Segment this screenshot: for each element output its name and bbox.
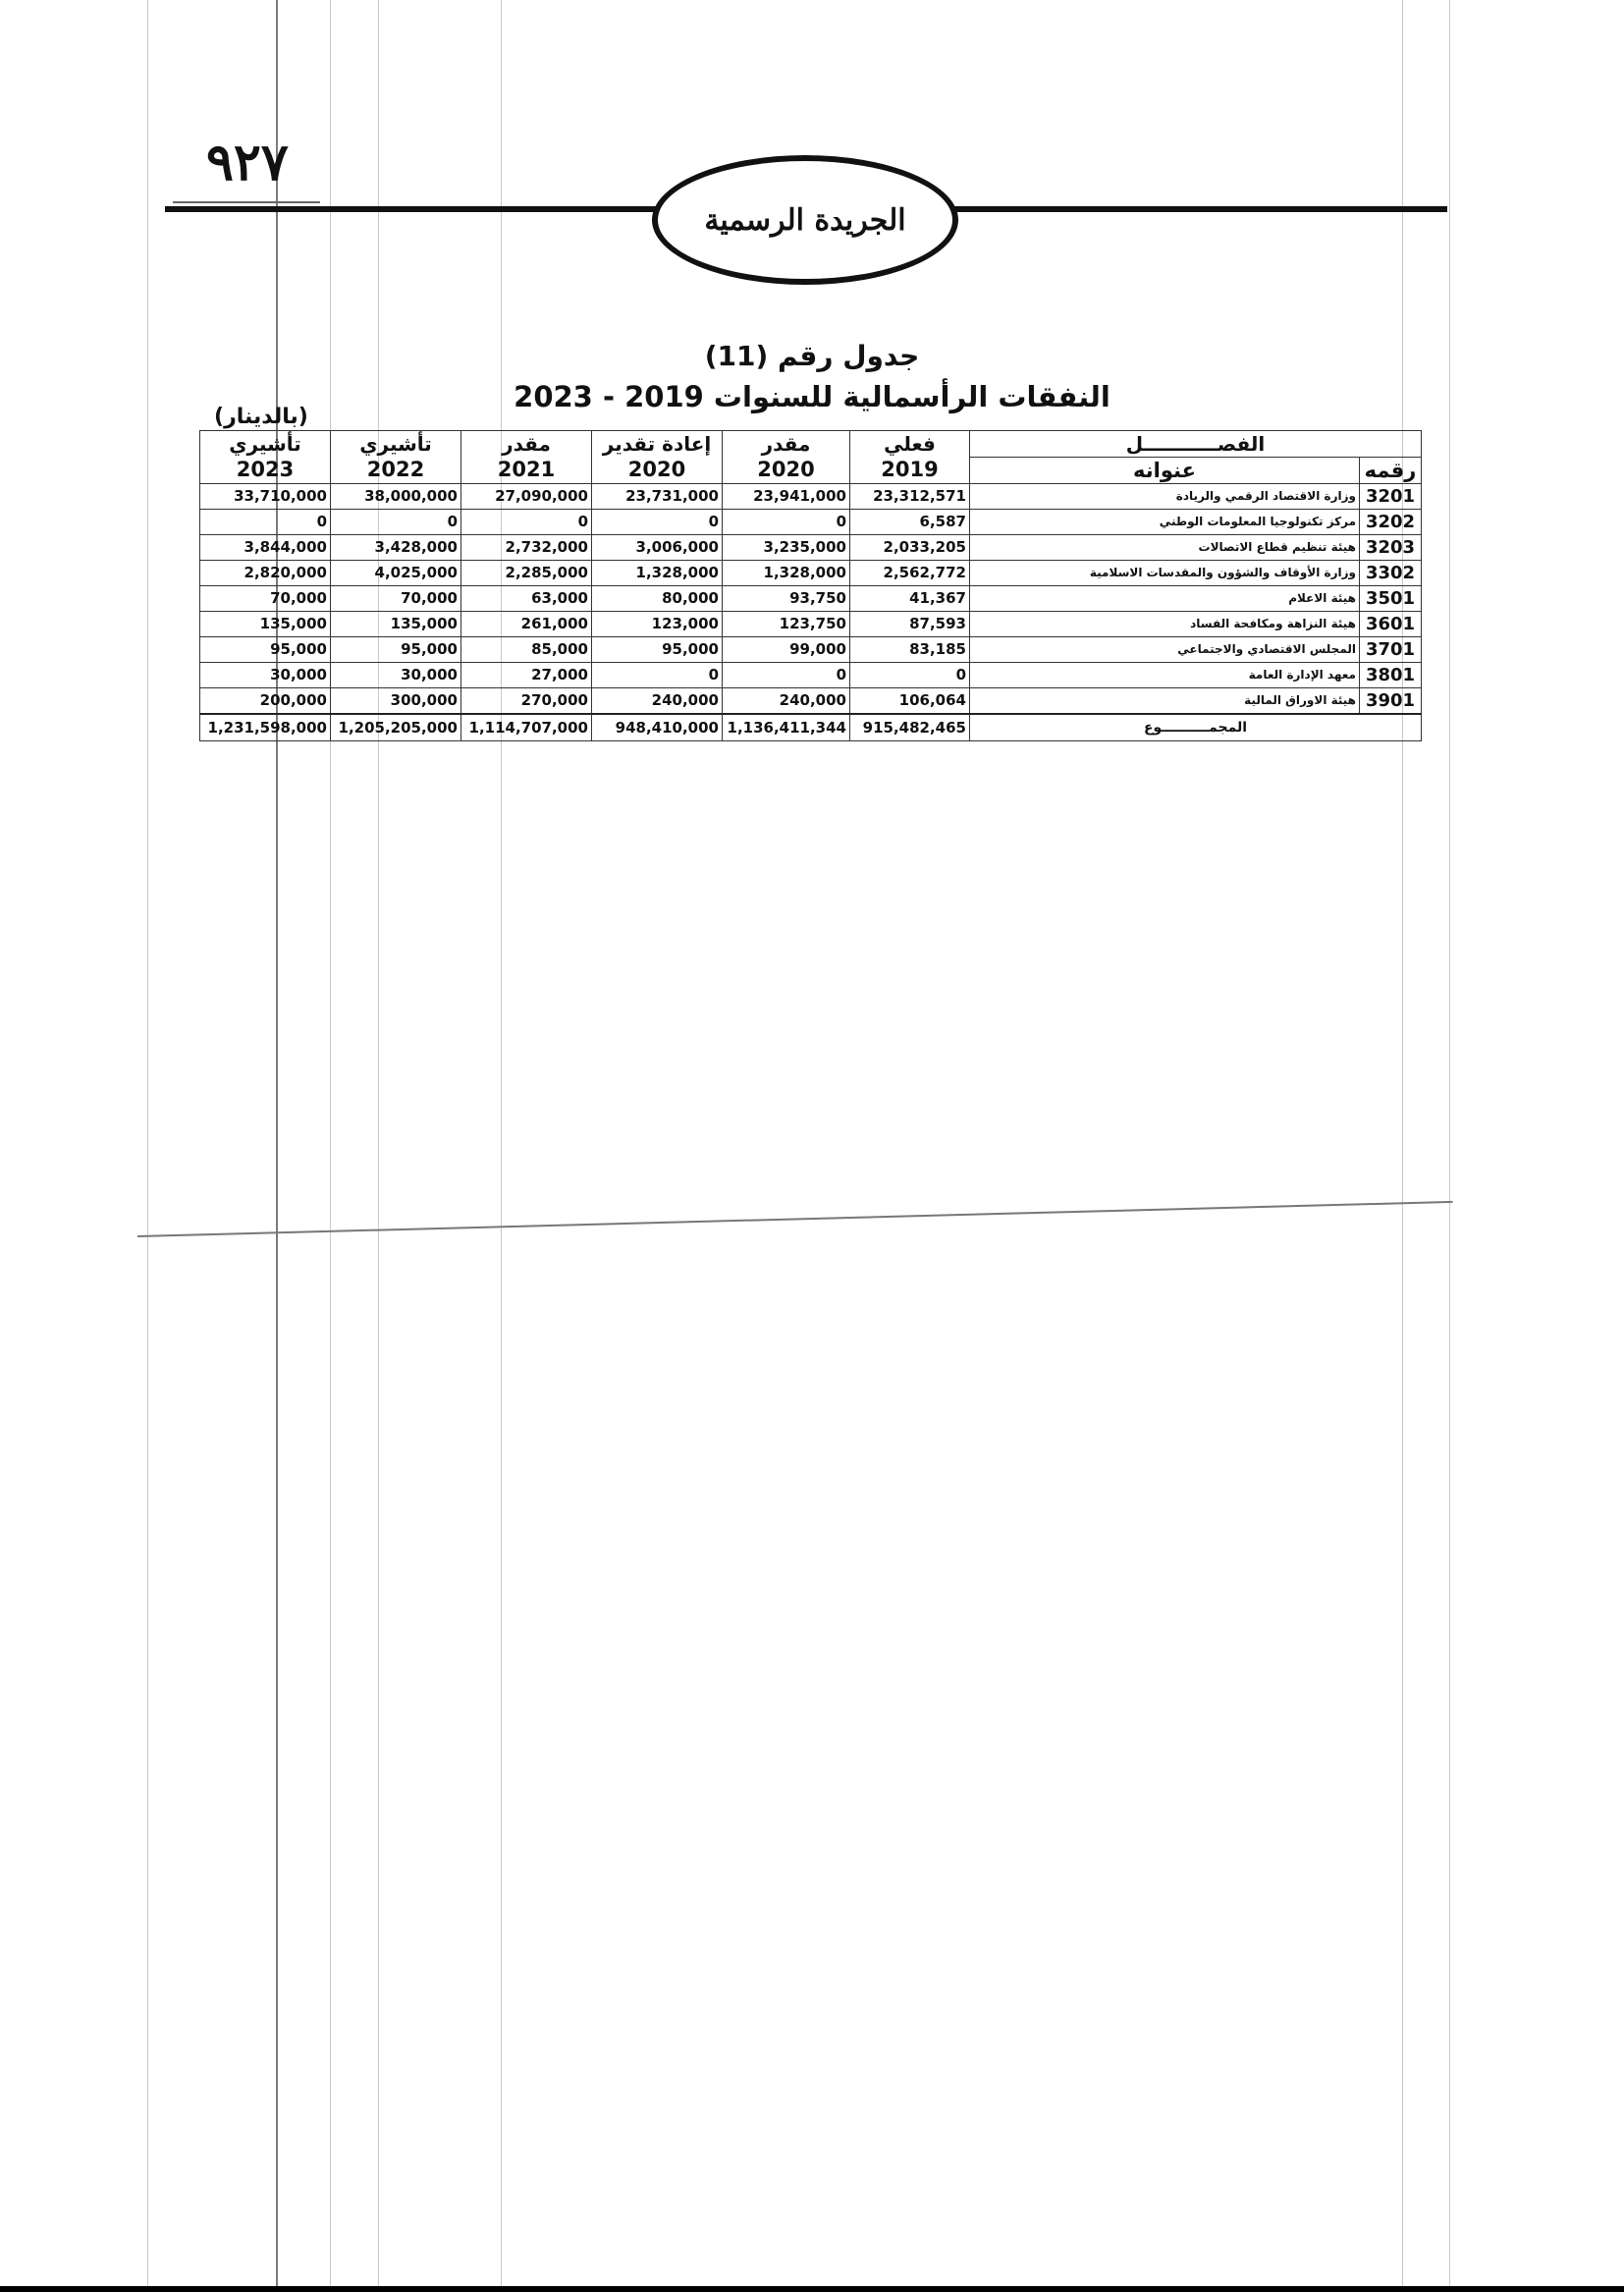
value-2020-reestimate: 240,000 [592,687,723,714]
column-header-2021-type: مقدر [461,431,592,458]
table-row [200,687,1422,714]
value-2020-reestimate: 3,006,000 [592,534,723,560]
table-title: النفقات الرأسمالية للسنوات 2019 - 2023 [514,380,1110,413]
total-2019: 915,482,465 [850,714,970,741]
value-2023: 70,000 [200,585,331,611]
column-header-2020-reestimate-year: 2020 [592,457,723,483]
table-row [200,662,1422,687]
value-2019: 106,064 [850,687,970,714]
chapter-code: 3801 [1360,662,1422,687]
chapter-code: 3901 [1360,687,1422,714]
value-2020-reestimate: 80,000 [592,585,723,611]
total-2023: 1,231,598,000 [200,714,331,741]
value-2019: 6,587 [850,509,970,534]
column-header-2019-year: 2019 [850,457,970,483]
value-2021: 270,000 [461,687,592,714]
value-2020: 23,941,000 [723,483,850,509]
code-header: رقمه [1360,457,1422,483]
chapter-name: معهد الإدارة العامة [970,662,1360,687]
value-2020: 123,750 [723,611,850,636]
page-number: ٩٢٧ [206,133,289,192]
table-row [200,483,1422,509]
value-2021: 0 [461,509,592,534]
value-2021: 85,000 [461,636,592,662]
value-2023: 2,820,000 [200,560,331,585]
column-header-2020-year: 2020 [723,457,850,483]
chapter-code: 3501 [1360,585,1422,611]
value-2020-reestimate: 95,000 [592,636,723,662]
value-2023: 135,000 [200,611,331,636]
chapter-name: هيئة الاعلام [970,585,1360,611]
value-2020: 240,000 [723,687,850,714]
column-header-2022-year: 2022 [331,457,461,483]
value-2023: 33,710,000 [200,483,331,509]
value-2022: 4,025,000 [331,560,461,585]
value-2022: 3,428,000 [331,534,461,560]
table-row [200,509,1422,534]
gazette-title: الجريدة الرسمية [704,202,906,238]
value-2021: 27,000 [461,662,592,687]
value-2023: 200,000 [200,687,331,714]
chapter-name: وزارة الأوقاف والشؤون والمقدسات الاسلامية [970,560,1360,585]
column-header-2021-year: 2021 [461,457,592,483]
value-2023: 0 [200,509,331,534]
total-2021: 1,114,707,000 [461,714,592,741]
value-2020: 1,328,000 [723,560,850,585]
chapter-code: 3201 [1360,483,1422,509]
scan-guide-slant-line [137,1201,1453,1237]
value-2021: 261,000 [461,611,592,636]
value-2020: 3,235,000 [723,534,850,560]
column-header-2023-type: تأشيري [200,431,331,458]
value-2019: 87,593 [850,611,970,636]
value-2020: 99,000 [723,636,850,662]
value-2020-reestimate: 23,731,000 [592,483,723,509]
unit-label: (بالدينار) [214,405,308,429]
total-2020: 1,136,411,344 [723,714,850,741]
total-2022: 1,205,205,000 [331,714,461,741]
value-2020-reestimate: 1,328,000 [592,560,723,585]
header-row-bottom [200,457,1422,483]
table-row [200,560,1422,585]
value-2019: 41,367 [850,585,970,611]
value-2020-reestimate: 0 [592,509,723,534]
table-row [200,534,1422,560]
capital-expenditure-table [199,430,1422,741]
bottom-scan-edge [0,2286,1624,2292]
value-2022: 38,000,000 [331,483,461,509]
value-2020: 0 [723,662,850,687]
value-2021: 2,732,000 [461,534,592,560]
page-number-underline [173,201,320,203]
chapter-code: 3601 [1360,611,1422,636]
name-header: عنوانه [970,457,1360,483]
value-2022: 300,000 [331,687,461,714]
value-2022: 0 [331,509,461,534]
value-2020-reestimate: 0 [592,662,723,687]
table-row [200,611,1422,636]
value-2023: 3,844,000 [200,534,331,560]
header-row-top [200,431,1422,458]
table-number: جدول رقم (11) [704,340,920,372]
total-2020-reestimate: 948,410,000 [592,714,723,741]
chapter-name: وزارة الاقتصاد الرقمي والريادة [970,483,1360,509]
value-2019: 0 [850,662,970,687]
value-2022: 135,000 [331,611,461,636]
chapter-code: 3701 [1360,636,1422,662]
value-2021: 2,285,000 [461,560,592,585]
value-2020: 0 [723,509,850,534]
value-2019: 23,312,571 [850,483,970,509]
column-header-2019-type: فعلي [850,431,970,458]
value-2021: 27,090,000 [461,483,592,509]
chapter-name: مركز تكنولوجيا المعلومات الوطني [970,509,1360,534]
chapter-name: هيئة تنظيم قطاع الاتصالات [970,534,1360,560]
value-2022: 95,000 [331,636,461,662]
column-header-2022-type: تأشيري [331,431,461,458]
value-2020: 93,750 [723,585,850,611]
value-2022: 30,000 [331,662,461,687]
section-header: الفصـــــــــــل [970,431,1422,458]
value-2020-reestimate: 123,000 [592,611,723,636]
chapter-name: المجلس الاقتصادي والاجتماعي [970,636,1360,662]
value-2023: 95,000 [200,636,331,662]
chapter-code: 3203 [1360,534,1422,560]
column-header-2020-reestimate-type: إعادة تقدير [592,431,723,458]
column-header-2020-type: مقدر [723,431,850,458]
value-2021: 63,000 [461,585,592,611]
column-header-2023-year: 2023 [200,457,331,483]
value-2022: 70,000 [331,585,461,611]
table-row [200,636,1422,662]
chapter-name: هيئة الاوراق المالية [970,687,1360,714]
chapter-code: 3202 [1360,509,1422,534]
value-2019: 2,562,772 [850,560,970,585]
value-2019: 83,185 [850,636,970,662]
table-row [200,585,1422,611]
gazette-title-oval [652,155,958,285]
total-row [200,714,1422,741]
total-label: المجمــــــــــوع [970,714,1422,741]
value-2023: 30,000 [200,662,331,687]
chapter-code: 3302 [1360,560,1422,585]
value-2019: 2,033,205 [850,534,970,560]
chapter-name: هيئة النزاهة ومكافحة الفساد [970,611,1360,636]
